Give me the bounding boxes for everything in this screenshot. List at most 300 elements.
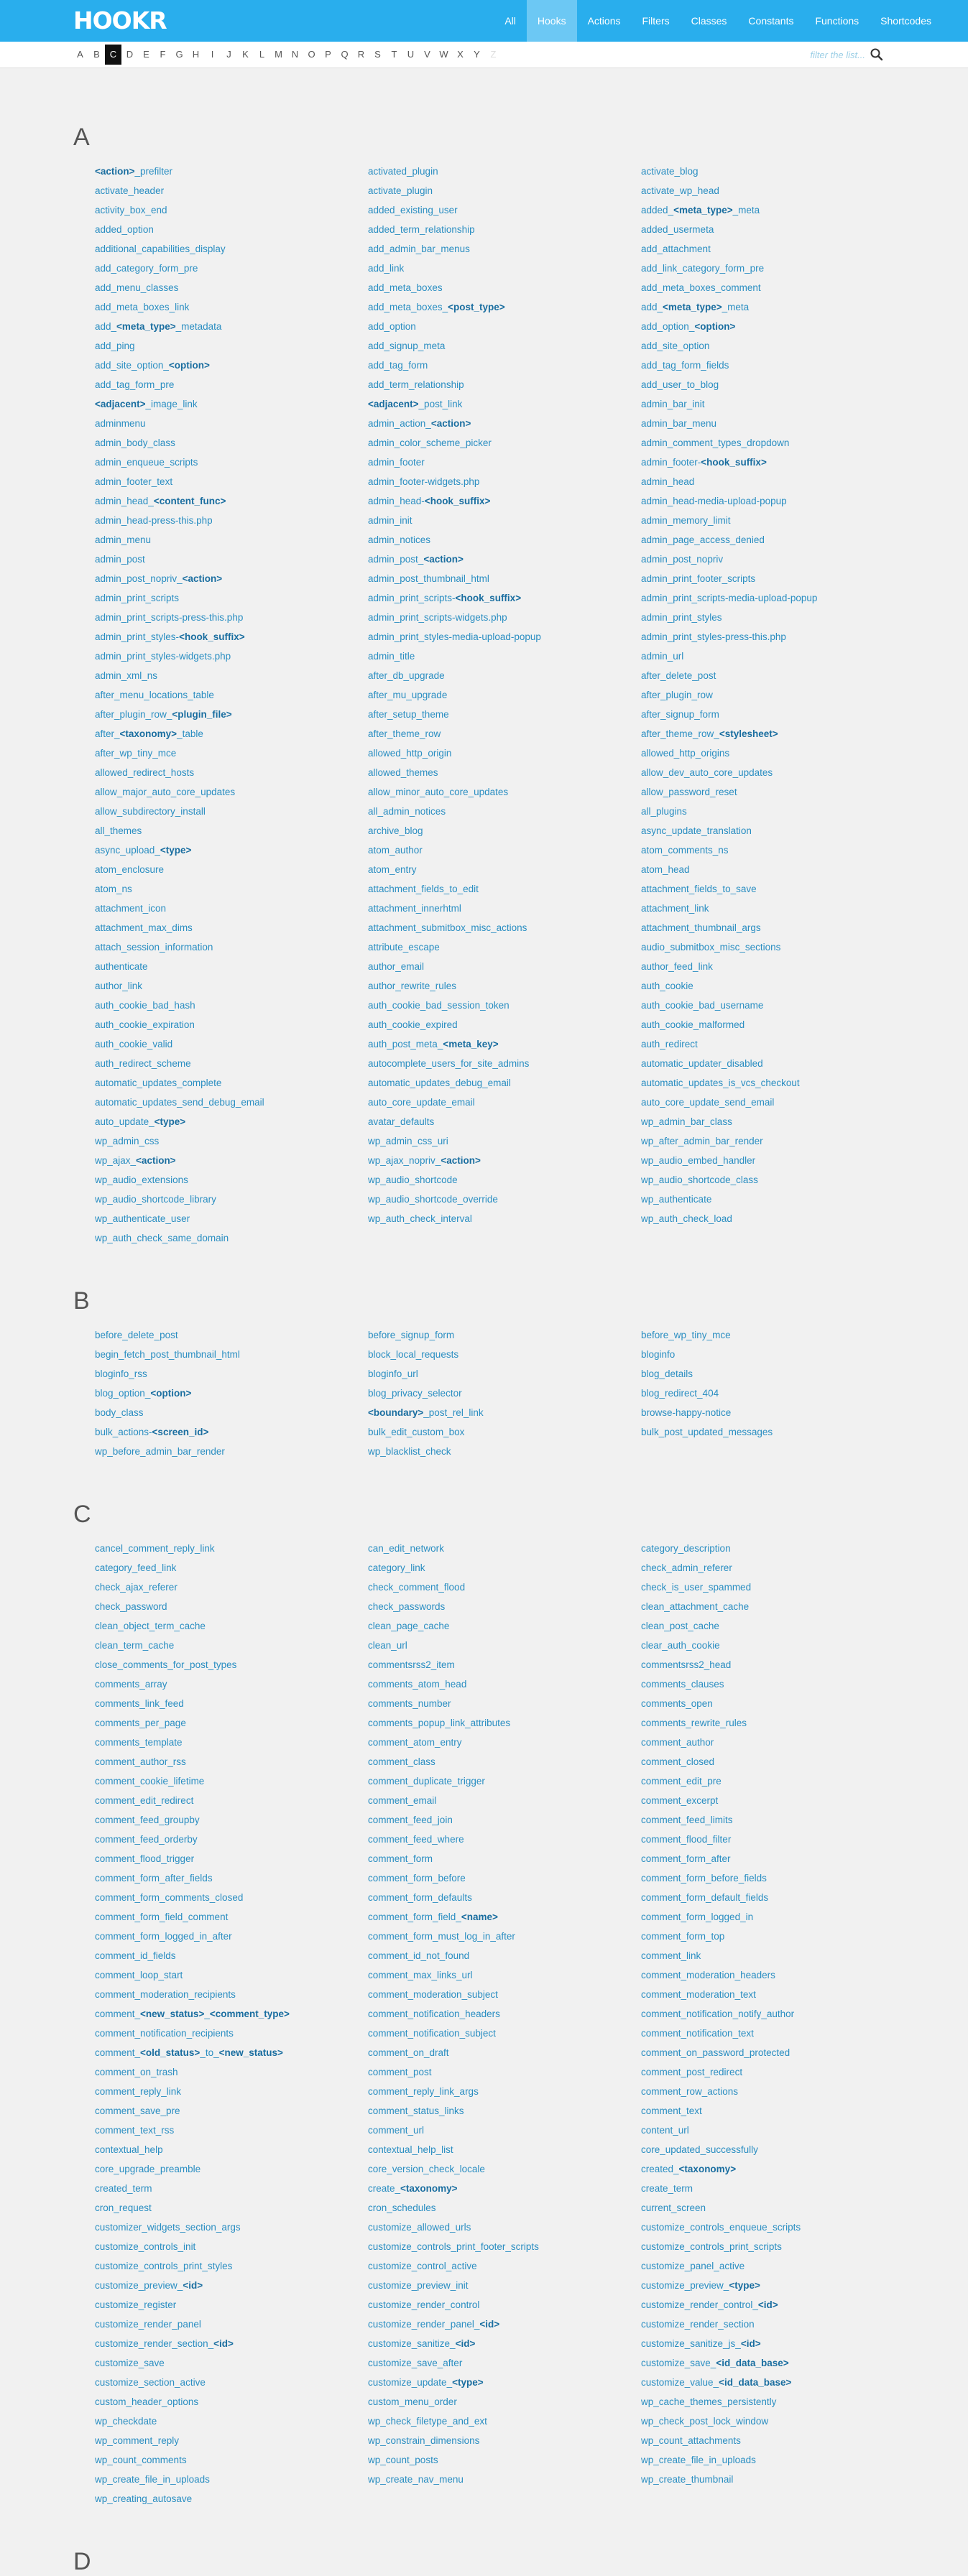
hook-link[interactable]: comments_per_page [95,1718,186,1728]
hook-link[interactable]: async_upload_<type> [95,845,192,856]
hook-link[interactable]: customize_controls_print_footer_scripts [368,2241,539,2252]
hook-link[interactable]: admin_head-press-this.php [95,515,213,526]
hook-link[interactable]: admin_print_styles-press-this.php [641,631,786,642]
hook-link[interactable]: atom_head [641,864,690,875]
hook-link[interactable]: add_tag_form [368,360,428,371]
hook-link[interactable]: customize_preview_<type> [641,2280,760,2291]
hook-link[interactable]: bloginfo_rss [95,1368,147,1379]
hook-link[interactable]: added_usermeta [641,224,714,235]
hook-link[interactable]: bulk_edit_custom_box [368,1427,465,1437]
hook-link[interactable]: comment_save_pre [95,2105,180,2116]
hook-link[interactable]: auto_update_<type> [95,1116,186,1127]
hook-link[interactable]: wp_comment_reply [95,2435,180,2446]
nav-actions[interactable]: Actions [587,15,621,27]
hook-link[interactable]: admin_url [641,651,684,662]
hook-link[interactable]: check_ajax_referer [95,1582,178,1593]
hook-link[interactable]: bloginfo [641,1349,676,1360]
letter-v[interactable]: V [424,49,430,60]
hook-link[interactable]: automatic_updater_disabled [641,1058,763,1069]
hook-link[interactable]: add_meta_boxes_link [95,302,190,312]
hook-link[interactable]: auth_cookie_expiration [95,1019,195,1030]
hook-link[interactable]: admin_xml_ns [95,670,158,681]
hook-link[interactable]: comment_url [368,2125,425,2136]
hook-link[interactable]: comment_form_before [368,1873,466,1884]
hook-link[interactable]: activity_box_end [95,205,167,216]
hook-link[interactable]: admin_print_scripts [95,593,180,603]
hook-link[interactable]: comments_link_feed [95,1698,184,1709]
letter-u[interactable]: U [407,49,415,60]
hook-link[interactable]: blog_redirect_404 [641,1388,719,1399]
hook-link[interactable]: check_comment_flood [368,1582,466,1593]
hook-link[interactable]: wp_auth_check_same_domain [95,1233,229,1243]
hook-link[interactable]: comment_cookie_lifetime [95,1776,205,1787]
hook-link[interactable]: wp_admin_css [95,1136,160,1146]
hook-link[interactable]: customize_render_control [368,2299,480,2310]
hook-link[interactable]: comment_loop_start [95,1970,183,1980]
hook-link[interactable]: attachment_submitbox_misc_actions [368,922,527,933]
letter-w[interactable]: W [439,49,448,60]
hook-link[interactable]: check_is_user_spammed [641,1582,752,1593]
hook-link[interactable]: comment_on_trash [95,2067,178,2077]
hook-link[interactable]: customize_save_after [368,2358,463,2368]
hook-link[interactable]: admin_print_styles-widgets.php [95,651,231,662]
hook-link[interactable]: comment_form_after_fields [95,1873,213,1884]
hook-link[interactable]: atom_entry [368,864,417,875]
hook-link[interactable]: attach_session_information [95,942,213,953]
hook-link[interactable]: comments_popup_link_attributes [368,1718,511,1728]
hook-link[interactable]: atom_author [368,845,423,856]
hook-link[interactable]: category_description [641,1543,731,1554]
hook-link[interactable]: customize_render_panel_<id> [368,2319,500,2330]
nav-classes[interactable]: Classes [691,15,727,27]
hook-link[interactable]: comment_feed_orderby [95,1834,198,1845]
hook-link[interactable]: after_theme_row [368,728,441,739]
hook-link[interactable]: wp_ajax_nopriv_<action> [368,1155,481,1166]
hook-link[interactable]: comment_form_defaults [368,1892,472,1903]
hook-link[interactable]: add_attachment [641,244,711,254]
hook-link[interactable]: admin_print_styles [641,612,722,623]
letter-o[interactable]: O [308,49,315,60]
letter-r[interactable]: R [357,49,365,60]
hook-link[interactable]: author_rewrite_rules [368,981,457,991]
filter-input[interactable] [772,45,865,65]
hook-link[interactable]: wp_creating_autosave [95,2493,193,2504]
hook-link[interactable]: contextual_help_list [368,2144,453,2155]
hook-link[interactable]: wp_check_filetype_and_ext [368,2416,487,2427]
hook-link[interactable]: atom_ns [95,884,132,894]
hook-link[interactable]: async_update_translation [641,825,752,836]
hook-link[interactable]: allowed_redirect_hosts [95,767,195,778]
hook-link[interactable]: wp_create_file_in_uploads [641,2455,756,2465]
hook-link[interactable]: after_plugin_row [641,690,713,700]
hook-link[interactable]: admin_bar_init [641,399,705,409]
hook-link[interactable]: automatic_updates_is_vcs_checkout [641,1078,800,1088]
hook-link[interactable]: add_link_category_form_pre [641,263,765,274]
hook-link[interactable]: add_<meta_type>_metadata [95,321,222,332]
hook-link[interactable]: comment_moderation_recipients [95,1989,236,2000]
hook-link[interactable]: customize_sanitize_<id> [368,2338,476,2349]
hook-link[interactable]: wp_create_thumbnail [641,2474,734,2485]
hook-link[interactable]: auth_post_meta_<meta_key> [368,1039,499,1050]
hook-link[interactable]: add_<meta_type>_meta [641,302,750,312]
hook-link[interactable]: attachment_link [641,903,709,914]
hook-link[interactable]: customize_save_<id_data_base> [641,2358,789,2368]
hook-link[interactable]: <action>_prefilter [95,166,173,177]
hook-link[interactable]: wp_admin_bar_class [641,1116,732,1127]
hook-link[interactable]: comment_reply_link_args [368,2086,479,2097]
letter-g[interactable]: G [175,49,183,60]
hook-link[interactable]: customize_preview_<id> [95,2280,203,2291]
nav-functions[interactable]: Functions [815,15,859,27]
hook-link[interactable]: admin_menu [95,534,152,545]
hook-link[interactable]: comment_form_logged_in [641,1912,754,1922]
hook-link[interactable]: blog_option_<option> [95,1388,192,1399]
letter-b[interactable]: B [93,49,100,60]
nav-filters[interactable]: Filters [642,15,670,27]
hook-link[interactable]: activate_blog [641,166,699,177]
hook-link[interactable]: close_comments_for_post_types [95,1659,237,1670]
hook-link[interactable]: customize_value_<id_data_base> [641,2377,792,2388]
hook-link[interactable]: wp_blacklist_check [368,1446,451,1457]
hook-link[interactable]: comment_form_must_log_in_after [368,1931,515,1942]
letter-l[interactable]: L [259,49,265,60]
hook-link[interactable]: wp_create_file_in_uploads [95,2474,210,2485]
hook-link[interactable]: customize_preview_init [368,2280,469,2291]
hook-link[interactable]: category_feed_link [95,1562,177,1573]
letter-e[interactable]: E [143,49,149,60]
hook-link[interactable]: add_user_to_blog [641,379,719,390]
hook-link[interactable]: customize_controls_print_scripts [641,2241,782,2252]
hook-link[interactable]: authenticate [95,961,148,972]
hook-link[interactable]: comment_reply_link [95,2086,182,2097]
letter-z[interactable]: Z [490,49,497,60]
hook-link[interactable]: add_category_form_pre [95,263,198,274]
hook-link[interactable]: admin_print_styles-media-upload-popup [368,631,541,642]
hook-link[interactable]: admin_print_scripts-widgets.php [368,612,507,623]
hook-link[interactable]: blog_details [641,1368,693,1379]
hook-link[interactable]: comment_max_links_url [368,1970,473,1980]
hook-link[interactable]: customize_save [95,2358,165,2368]
hook-link[interactable]: auth_cookie_malformed [641,1019,745,1030]
hook-link[interactable]: add_option_<option> [641,321,736,332]
hook-link[interactable]: wp_constrain_dimensions [368,2435,480,2446]
hook-link[interactable]: activate_header [95,185,165,196]
hook-link[interactable]: attachment_innerhtml [368,903,461,914]
hook-link[interactable]: bulk_actions-<screen_id> [95,1427,209,1437]
hook-link[interactable]: after_mu_upgrade [368,690,448,700]
hook-link[interactable]: wp_admin_css_uri [368,1136,448,1146]
hook-link[interactable]: customize_controls_enqueue_scripts [641,2222,801,2233]
hook-link[interactable]: all_themes [95,825,142,836]
hook-link[interactable]: comment_form [368,1853,433,1864]
hook-link[interactable]: clean_url [368,1640,407,1651]
hook-link[interactable]: comment_flood_trigger [95,1853,195,1864]
hook-link[interactable]: after_plugin_row_<plugin_file> [95,709,232,720]
hook-link[interactable]: comment_excerpt [641,1795,719,1806]
hook-link[interactable]: allow_minor_auto_core_updates [368,787,509,797]
hook-link[interactable]: clean_page_cache [368,1621,450,1631]
letter-x[interactable]: X [457,49,464,60]
hook-link[interactable]: wp_count_posts [368,2455,438,2465]
hook-link[interactable]: add_option [368,321,416,332]
hook-link[interactable]: comment_form_logged_in_after [95,1931,232,1942]
hook-link[interactable]: wp_count_comments [95,2455,187,2465]
hook-link[interactable]: auth_cookie_valid [95,1039,173,1050]
hook-link[interactable]: comment_form_default_fields [641,1892,769,1903]
hook-link[interactable]: comment_email [368,1795,437,1806]
hook-link[interactable]: automatic_updates_send_debug_email [95,1097,264,1108]
search-icon[interactable] [870,47,884,62]
hook-link[interactable]: comment_moderation_subject [368,1989,498,2000]
hook-link[interactable]: comments_clauses [641,1679,724,1690]
hook-link[interactable]: admin_print_footer_scripts [641,573,756,584]
hook-link[interactable]: core_updated_successfully [641,2144,758,2155]
hook-link[interactable]: created_term [95,2183,152,2194]
site-logo[interactable]: HOOKR [73,6,167,34]
hook-link[interactable]: allow_major_auto_core_updates [95,787,236,797]
hook-link[interactable]: comment_on_draft [368,2047,449,2058]
hook-link[interactable]: check_admin_referer [641,1562,732,1573]
hook-link[interactable]: admin_bar_menu [641,418,717,429]
hook-link[interactable]: customize_controls_init [95,2241,196,2252]
letter-f[interactable]: F [160,49,166,60]
nav-all[interactable]: All [504,15,516,27]
hook-link[interactable]: browse-happy-notice [641,1407,732,1418]
hook-link[interactable]: admin_head-media-upload-popup [641,496,787,506]
hook-link[interactable]: wp_authenticate [641,1194,712,1205]
hook-link[interactable]: comments_open [641,1698,713,1709]
hook-link[interactable]: attachment_fields_to_save [641,884,757,894]
hook-link[interactable]: comment_feed_join [368,1815,453,1825]
hook-link[interactable]: comment_author_rss [95,1756,186,1767]
hook-link[interactable]: allowed_themes [368,767,438,778]
hook-link[interactable]: comment_id_fields [95,1950,176,1961]
hook-link[interactable]: comments_template [95,1737,183,1748]
hook-link[interactable]: cron_schedules [368,2202,436,2213]
hook-link[interactable]: wp_ajax_<action> [95,1155,176,1166]
hook-link[interactable]: customizer_widgets_section_args [95,2222,241,2233]
hook-link[interactable]: commentsrss2_item [368,1659,455,1670]
hook-link[interactable]: add_admin_bar_menus [368,244,470,254]
hook-link[interactable]: admin_post_thumbnail_html [368,573,489,584]
hook-link[interactable]: comment_<new_status>_<comment_type> [95,2009,290,2019]
hook-link[interactable]: customize_allowed_urls [368,2222,471,2233]
hook-link[interactable]: archive_blog [368,825,423,836]
hook-link[interactable]: admin_post_nopriv_<action> [95,573,223,584]
hook-link[interactable]: blog_privacy_selector [368,1388,462,1399]
hook-link[interactable]: add_signup_meta [368,340,446,351]
hook-link[interactable]: author_email [368,961,425,972]
hook-link[interactable]: auth_cookie_bad_session_token [368,1000,510,1011]
letter-p[interactable]: P [325,49,331,60]
hook-link[interactable]: wp_after_admin_bar_render [641,1136,763,1146]
hook-link[interactable]: comments_atom_head [368,1679,467,1690]
hook-link[interactable]: add_link [368,263,405,274]
hook-link[interactable]: after_delete_post [641,670,716,681]
hook-link[interactable]: customize_render_section_<id> [95,2338,234,2349]
hook-link[interactable]: comment_post_redirect [641,2067,743,2077]
hook-link[interactable]: admin_init [368,515,412,526]
hook-link[interactable]: add_meta_boxes [368,282,443,293]
hook-link[interactable]: comments_rewrite_rules [641,1718,747,1728]
hook-link[interactable]: customize_render_section [641,2319,755,2330]
letter-c[interactable]: C [105,45,121,65]
hook-link[interactable]: comment_flood_filter [641,1834,732,1845]
hook-link[interactable]: admin_enqueue_scripts [95,457,198,468]
letter-s[interactable]: S [374,49,381,60]
hook-link[interactable]: author_link [95,981,143,991]
hook-link[interactable]: created_<taxonomy> [641,2164,737,2174]
hook-link[interactable]: admin_print_styles-<hook_suffix> [95,631,245,642]
hook-link[interactable]: all_admin_notices [368,806,446,817]
hook-link[interactable]: comment_notification_headers [368,2009,500,2019]
hook-link[interactable]: comment_notification_recipients [95,2028,234,2039]
hook-link[interactable]: wp_audio_shortcode_class [641,1175,758,1185]
letter-m[interactable]: M [275,49,282,60]
hook-link[interactable]: check_password [95,1601,167,1612]
hook-link[interactable]: auth_cookie_expired [368,1019,458,1030]
hook-link[interactable]: wp_audio_embed_handler [641,1155,756,1166]
hook-link[interactable]: wp_audio_shortcode_library [95,1194,216,1205]
hook-link[interactable]: comment_notification_notify_author [641,2009,795,2019]
nav-constants[interactable]: Constants [748,15,794,27]
hook-link[interactable]: begin_fetch_post_thumbnail_html [95,1349,240,1360]
hook-link[interactable]: comment_row_actions [641,2086,739,2097]
letter-n[interactable]: N [291,49,299,60]
hook-link[interactable]: after_menu_locations_table [95,690,214,700]
hook-link[interactable]: automatic_updates_debug_email [368,1078,511,1088]
hook-link[interactable]: clean_attachment_cache [641,1601,750,1612]
hook-link[interactable]: comment_author [641,1737,714,1748]
hook-link[interactable]: wp_create_nav_menu [368,2474,464,2485]
hook-link[interactable]: after_db_upgrade [368,670,445,681]
hook-link[interactable]: wp_authenticate_user [95,1213,190,1224]
hook-link[interactable]: comment_on_password_protected [641,2047,790,2058]
hook-link[interactable]: comment_edit_pre [641,1776,722,1787]
letter-a[interactable]: A [77,49,83,60]
hook-link[interactable]: admin_comment_types_dropdown [641,437,790,448]
hook-link[interactable]: comment_edit_redirect [95,1795,194,1806]
hook-link[interactable]: admin_footer-<hook_suffix> [641,457,767,468]
hook-link[interactable]: audio_submitbox_misc_sections [641,942,781,953]
hook-link[interactable]: clear_auth_cookie [641,1640,720,1651]
hook-link[interactable]: can_edit_network [368,1543,444,1554]
hook-link[interactable]: after_theme_row_<stylesheet> [641,728,778,739]
hook-link[interactable]: autocomplete_users_for_site_admins [368,1058,530,1069]
hook-link[interactable]: adminmenu [95,418,146,429]
hook-link[interactable]: add_tag_form_pre [95,379,175,390]
hook-link[interactable]: admin_post [95,554,145,565]
hook-link[interactable]: body_class [95,1407,144,1418]
hook-link[interactable]: wp_auth_check_load [641,1213,732,1224]
letter-q[interactable]: Q [341,49,349,60]
hook-link[interactable]: bulk_post_updated_messages [641,1427,773,1437]
hook-link[interactable]: additional_capabilities_display [95,244,226,254]
hook-link[interactable]: comment_text [641,2105,702,2116]
hook-link[interactable]: core_version_check_locale [368,2164,485,2174]
hook-link[interactable]: wp_cache_themes_persistently [641,2396,777,2407]
hook-link[interactable]: customize_update_<type> [368,2377,484,2388]
hook-link[interactable]: comment_<old_status>_to_<new_status> [95,2047,283,2058]
hook-link[interactable]: custom_header_options [95,2396,199,2407]
hook-link[interactable]: admin_print_scripts-<hook_suffix> [368,593,522,603]
hook-link[interactable]: comment_form_before_fields [641,1873,767,1884]
hook-link[interactable]: category_link [368,1562,425,1573]
hook-link[interactable]: comment_post [368,2067,432,2077]
hook-link[interactable]: add_ping [95,340,135,351]
hook-link[interactable]: admin_head [641,476,695,487]
hook-link[interactable]: activate_wp_head [641,185,719,196]
hook-link[interactable]: automatic_updates_complete [95,1078,222,1088]
hook-link[interactable]: cron_request [95,2202,152,2213]
hook-link[interactable]: auth_redirect_scheme [95,1058,191,1069]
hook-link[interactable]: atom_comments_ns [641,845,729,856]
hook-link[interactable]: comment_class [368,1756,435,1767]
letter-i[interactable]: I [211,49,214,60]
hook-link[interactable]: admin_footer [368,457,425,468]
hook-link[interactable]: comment_form_after [641,1853,731,1864]
hook-link[interactable]: comment_form_comments_closed [95,1892,244,1903]
hook-link[interactable]: allow_dev_auto_core_updates [641,767,773,778]
hook-link[interactable]: <adjacent>_image_link [95,399,198,409]
hook-link[interactable]: admin_memory_limit [641,515,731,526]
hook-link[interactable]: wp_check_post_lock_window [641,2416,769,2427]
hook-link[interactable]: wp_audio_extensions [95,1175,188,1185]
hook-link[interactable]: comment_id_not_found [368,1950,470,1961]
hook-link[interactable]: comment_closed [641,1756,715,1767]
hook-link[interactable]: author_feed_link [641,961,713,972]
hook-link[interactable]: comments_number [368,1698,451,1709]
hook-link[interactable]: activated_plugin [368,166,438,177]
hook-link[interactable]: content_url [641,2125,689,2136]
hook-link[interactable]: customize_controls_print_styles [95,2261,233,2271]
hook-link[interactable]: comment_form_field_comment [95,1912,229,1922]
hook-link[interactable]: auth_cookie_bad_hash [95,1000,195,1011]
hook-link[interactable]: comment_duplicate_trigger [368,1776,485,1787]
hook-link[interactable]: core_upgrade_preamble [95,2164,201,2174]
hook-link[interactable]: customize_section_active [95,2377,206,2388]
hook-link[interactable]: comment_moderation_headers [641,1970,775,1980]
hook-link[interactable]: contextual_help [95,2144,163,2155]
hook-link[interactable]: allow_password_reset [641,787,737,797]
hook-link[interactable]: added_existing_user [368,205,458,216]
hook-link[interactable]: wp_audio_shortcode [368,1175,458,1185]
hook-link[interactable]: comment_feed_where [368,1834,464,1845]
hook-link[interactable]: add_site_option_<option> [95,360,210,371]
hook-link[interactable]: admin_body_class [95,437,175,448]
hook-link[interactable]: add_term_relationship [368,379,464,390]
hook-link[interactable]: <adjacent>_post_link [368,399,463,409]
hook-link[interactable]: admin_footer-widgets.php [368,476,480,487]
hook-link[interactable]: custom_menu_order [368,2396,457,2407]
hook-link[interactable]: comment_status_links [368,2105,464,2116]
hook-link[interactable]: block_local_requests [368,1349,459,1360]
hook-link[interactable]: auth_redirect [641,1039,698,1050]
letter-d[interactable]: D [126,49,134,60]
hook-link[interactable]: avatar_defaults [368,1116,435,1127]
hook-link[interactable]: add_tag_form_fields [641,360,729,371]
hook-link[interactable]: admin_post_<action> [368,554,464,565]
hook-link[interactable]: allowed_http_origin [368,748,452,759]
hook-link[interactable]: wp_checkdate [95,2416,157,2427]
hook-link[interactable]: create_term [641,2183,693,2194]
hook-link[interactable]: admin_page_access_denied [641,534,765,545]
hook-link[interactable]: all_plugins [641,806,687,817]
hook-link[interactable]: bloginfo_url [368,1368,418,1379]
letter-h[interactable]: H [192,49,200,60]
hook-link[interactable]: customize_panel_active [641,2261,745,2271]
hook-link[interactable]: comment_atom_entry [368,1737,462,1748]
